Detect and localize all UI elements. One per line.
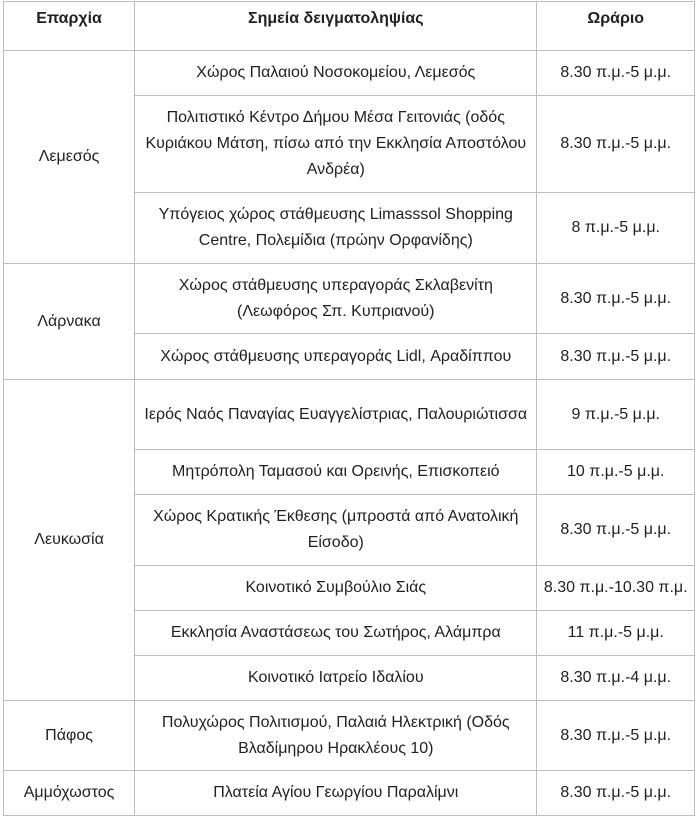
table-row: [4, 771, 695, 816]
hours-cell: 8.30 π.μ.-5 μ.μ.: [537, 96, 695, 193]
place-cell: Μητρόπολη Ταμασού και Ορεινής, Επισκοπειό: [135, 450, 537, 495]
district-cell: Λευκωσία: [4, 380, 135, 701]
hours-cell: 8.30 π.μ.-5 μ.μ.: [537, 701, 695, 771]
table-row: [4, 264, 695, 334]
place-cell: Χώρος Κρατικής Έκθεσης (μπροστά από Ανατολική Είσοδο): [135, 495, 537, 566]
place-cell: Πλατεία Αγίου Γεωργίου Παραλίμνι: [135, 771, 537, 816]
hours-cell: 8.30 π.μ.-5 μ.μ.: [537, 51, 695, 96]
place-cell: Πολυχώρος Πολιτισμού, Παλαιά Ηλεκτρική (Οδός Βλαδίμηρου Ηρακλέους 10): [135, 701, 537, 771]
table-row: [4, 51, 695, 96]
hours-cell: 8.30 π.μ.-5 μ.μ.: [537, 334, 695, 380]
place-cell: Πολιτιστικό Κέντρο Δήμου Μέσα Γειτονιάς (οδός Κυριάκου Μάτση, πίσω από την Εκκλησία Αποστόλου Ανδρέα): [135, 96, 537, 193]
place-cell: Κοινοτικό Ιατρείο Ιδαλίου: [135, 656, 537, 701]
district-cell: Λεμεσός: [4, 51, 135, 264]
header-hours: Ωράριο: [537, 2, 695, 51]
table-row: [4, 701, 695, 771]
hours-cell: 8.30 π.μ.-10.30 π.μ.: [537, 566, 695, 611]
place-cell: Χώρος στάθμευσης υπεραγοράς Lidl, Αραδίππου: [135, 334, 537, 380]
hours-cell: 8.30 π.μ.-5 μ.μ.: [537, 264, 695, 334]
district-cell: Αμμόχωστος: [4, 771, 135, 816]
district-cell: Λάρνακα: [4, 264, 135, 380]
place-cell: Χώρος στάθμευσης υπεραγοράς Σκλαβενίτη (Λεωφόρος Σπ. Κυπριανού): [135, 264, 537, 334]
header-sampling-points: Σημεία δειγματοληψίας: [135, 2, 537, 51]
hours-cell: 8.30 π.μ.-5 μ.μ.: [537, 771, 695, 816]
hours-cell: 8 π.μ.-5 μ.μ.: [537, 193, 695, 264]
district-cell: Πάφος: [4, 701, 135, 771]
place-cell: Εκκλησία Αναστάσεως του Σωτήρος, Αλάμπρα: [135, 611, 537, 656]
table-row: [4, 380, 695, 450]
place-cell: Χώρος Παλαιού Νοσοκομείου, Λεμεσός: [135, 51, 537, 96]
hours-cell: 10 π.μ.-5 μ.μ.: [537, 450, 695, 495]
hours-cell: 11 π.μ.-5 μ.μ.: [537, 611, 695, 656]
header-district: Επαρχία: [4, 2, 135, 51]
sampling-points-table: [3, 1, 695, 816]
place-cell: Κοινοτικό Συμβούλιο Σιάς: [135, 566, 537, 611]
place-cell: Υπόγειος χώρος στάθμευσης Limasssol Shopping Centre, Πολεμίδια (πρώην Ορφανίδης): [135, 193, 537, 264]
hours-cell: 8.30 π.μ.-5 μ.μ.: [537, 495, 695, 566]
place-cell: Ιερός Ναός Παναγίας Ευαγγελίστριας, Παλουριώτισσα: [135, 380, 537, 450]
table-header-row: [4, 2, 695, 51]
hours-cell: 8.30 π.μ.-4 μ.μ.: [537, 656, 695, 701]
hours-cell: 9 π.μ.-5 μ.μ.: [537, 380, 695, 450]
